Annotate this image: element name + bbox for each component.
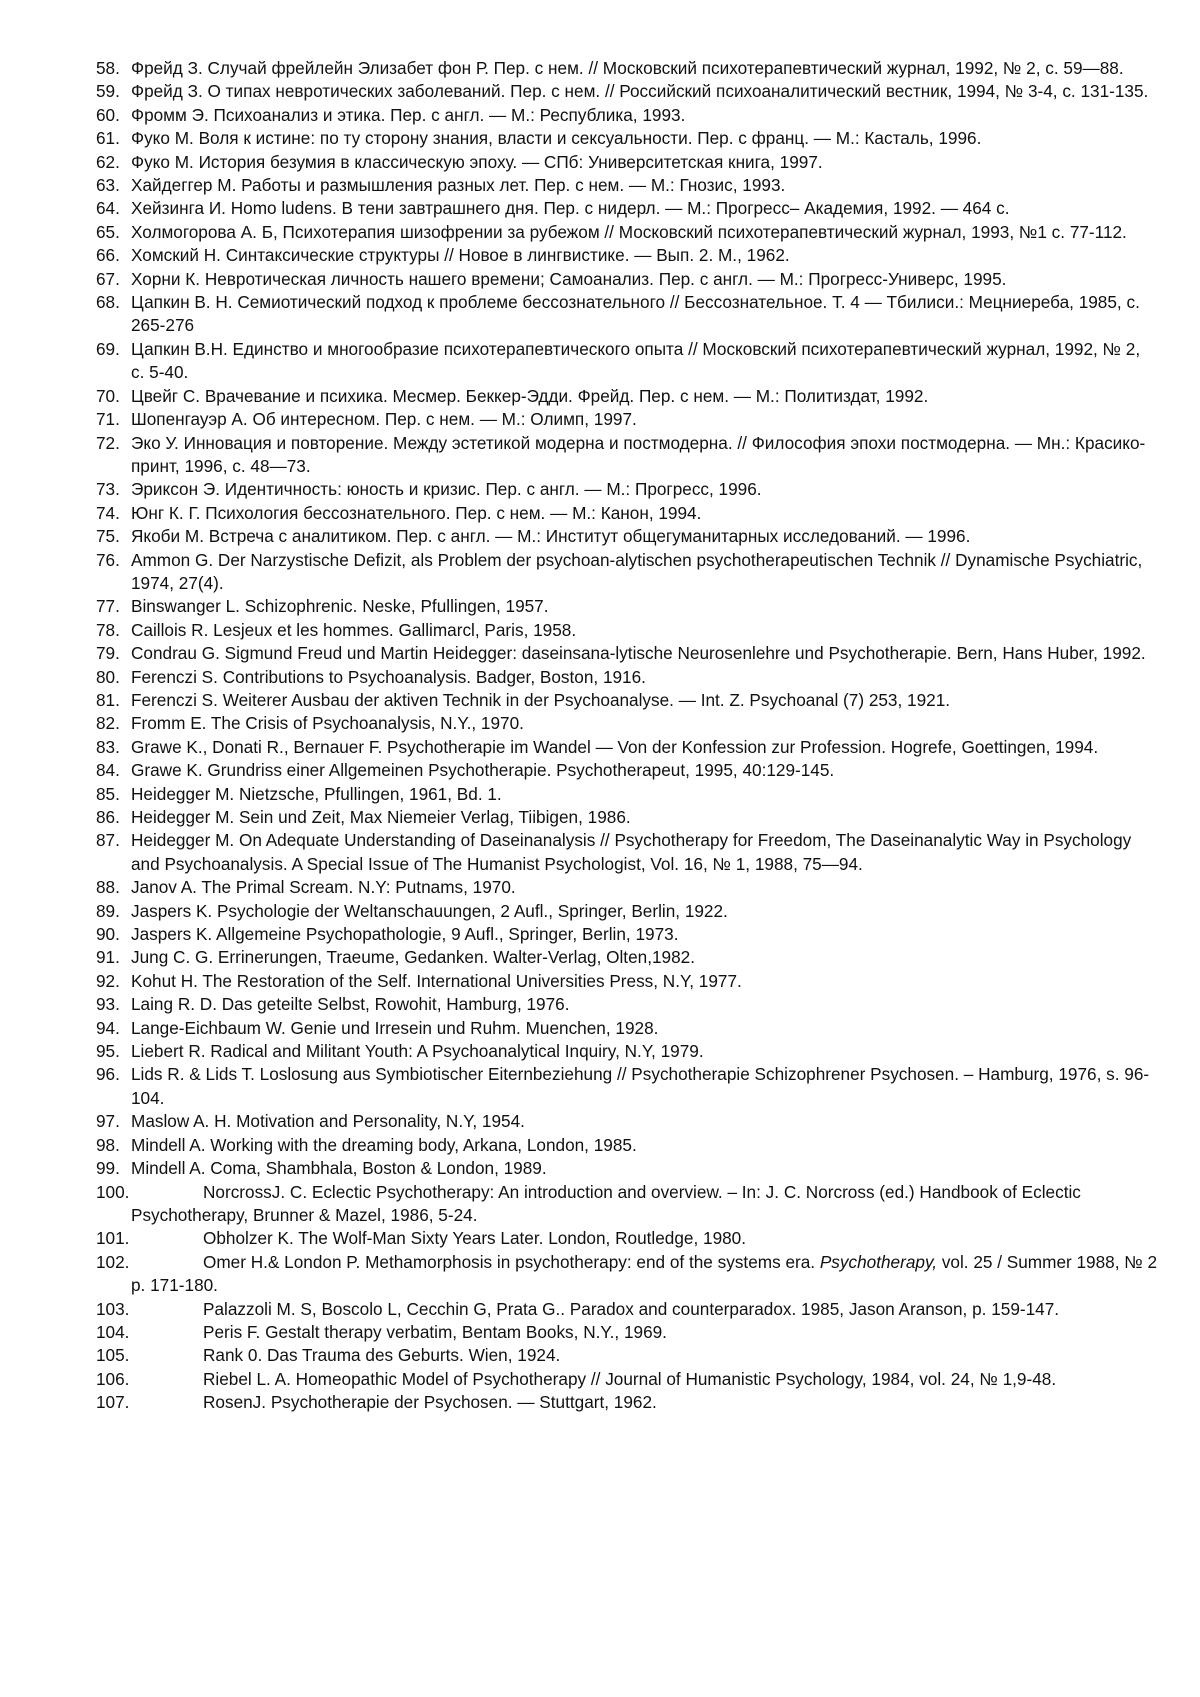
reference-item [96,1321,1158,1344]
reference-text: NorcrossJ. C. Eclectic Psychotherapy: An introduction and overview. – In: J. C. Norcross (ed.) Handbook of Eclectic Psychotherapy, Brunner & Mazel, 1986, 5-24. [131,1181,1081,1225]
reference-number: 61. [96,128,120,149]
reference-text: Liebert R. Radical and Militant Youth: A Psychoanalytical Inquiry, N.Y, 1979. [131,1041,704,1062]
reference-text: Фрейд З. О типах невротических заболеваний. Пер. с нем. // Российский психоаналитический вестник, 1994, № 3-4, с. 131-135. [131,81,1149,102]
reference-text: Binswanger L. Schizophrenic. Neske, Pfullingen, 1957. [131,596,549,617]
reference-text: Ferenczi S. Contributions to Psychoanalysis. Badger, Boston, 1916. [131,666,646,687]
reference-text: Jaspers K. Allgemeine Psychopathologie, 9 Aufl., Springer, Berlin, 1973. [131,924,679,945]
reference-number: 75. [96,526,120,547]
reference-text: Janov A. The Primal Scream. N.Y: Putnams, 1970. [131,877,516,898]
reference-item [96,1368,1158,1391]
reference-number: 85. [96,783,120,804]
reference-number: 71. [96,409,120,430]
reference-text: Laing R. D. Das geteilte Selbst, Rowohit, Hamburg, 1976. [131,994,570,1015]
reference-text: Caillois R. Lesjeux et les hommes. Gallimarcl, Paris, 1958. [131,619,577,640]
reference-number: 89. [96,900,120,921]
reference-text: Lids R. & Lids T. Loslosung aus Symbiotischer Eiternbeziehung // Psychotherapie Schizophrener Psychosen. – Hamburg, 1976, s. 96-104. [131,1064,1150,1108]
reference-text: Omer H.& London P. Methamorphosis in psychotherapy: end of the systems era. [203,1251,820,1272]
reference-text: Fromm E. The Crisis of Psychoanalysis, N.Y., 1970. [131,713,524,734]
reference-number: 93. [96,994,120,1015]
reference-number: 80. [96,666,120,687]
reference-number: 81. [96,689,120,710]
reference-text: Riebel L. A. Homeopathic Model of Psychotherapy // Journal of Humanistic Psychology, 1984, vol. 24, № 1,9-48. [203,1368,1057,1389]
reference-text: Фромм Э. Психоанализ и этика. Пер. с англ. — М.: Республика, 1993. [131,104,686,125]
reference-item [96,736,1158,759]
reference-item [96,221,1158,244]
reference-item [96,1063,1158,1110]
reference-number: 86. [96,807,120,827]
reference-item [96,478,1158,501]
reference-number: 100. [96,1181,130,1202]
reference-text: Heidegger M. Sein und Zeit, Max Niemeier Verlag, Tiibigen, 1986. [131,807,631,827]
reference-number: 91. [96,947,120,968]
reference-text: Фрейд З. Случай фрейлейн Элизабет фон Р. Пер. с нем. // Московский психотерапевтический журнал, 1992, № 2, с. 59—88. [131,58,1124,78]
reference-text: Palazzoli M. S, Boscolo L, Cecchin G, Prata G.. Paradox and counterparadox. 1985, Jason Aranson, p. 159-147. [203,1298,1060,1319]
reference-number: 99. [96,1158,120,1179]
reference-number: 58. [96,58,120,78]
reference-text: Ammon G. Der Narzystische Defizit, als Problem der psychoan-alytischen psychotherapeutischen Technik // Dynamische Psychiatric, 1974, 27(4). [131,549,1143,593]
reference-item [96,1227,1158,1250]
reference-item [96,385,1158,408]
reference-text: Эриксон Э. Идентичность: юность и кризис. Пер. с англ. — М.: Прогресс, 1996. [131,479,762,500]
reference-item [96,408,1158,431]
reference-item [96,197,1158,220]
reference-number: 102. [96,1251,130,1272]
reference-item [96,1298,1158,1321]
reference-item [96,1344,1158,1367]
reference-item [96,1157,1158,1180]
reference-item [96,923,1158,946]
reference-item [96,970,1158,993]
reference-text: Холмогорова А. Б, Психотерапия шизофрении за рубежом // Московский психотерапевтический журнал, 1993, №1 с. 77-112. [131,221,1127,242]
reference-text: Grawe K., Donati R., Bernauer F. Psychotherapie im Wandel — Von der Konfession zur Profession. Hogrefe, Goettingen, 1994. [131,736,1099,757]
reference-item [96,57,1158,80]
reference-number: 66. [96,245,120,266]
reference-text: Якоби М. Встреча с аналитиком. Пер. с англ. — М.: Институт общегуманитарных исследований. — 1996. [131,526,971,547]
reference-item [96,104,1158,127]
reference-text: Хайдеггер М. Работы и размышления разных лет. Пер. с нем. — М.: Гнозис, 1993. [131,175,786,196]
reference-item [96,1134,1158,1157]
reference-number: 62. [96,151,120,172]
reference-text: Heidegger M. Nietzsche, Pfullingen, 1961, Bd. 1. [131,783,502,804]
reference-item [96,502,1158,525]
reference-number: 64. [96,198,120,219]
reference-text: Фуко М. Воля к истине: по ту сторону знания, власти и сексуальности. Пер. с франц. — М.: Касталь, 1996. [131,128,982,149]
reference-number: 104. [96,1321,130,1342]
reference-item [96,1251,1158,1298]
reference-item [96,783,1158,806]
reference-item [96,151,1158,174]
reference-text: vol. 25 / Summer 1988, № 2 p. 171-180. [131,1251,1158,1296]
reference-number: 92. [96,970,120,991]
reference-number: 88. [96,877,120,898]
reference-number: 74. [96,502,120,523]
reference-item [96,268,1158,291]
reference-text: Эко У. Инновация и повторение. Между эстетикой модерна и постмодерна. // Философия эпохи постмодерна. — Мн.: Красико-принт, 1996, с. 48—73. [131,432,1146,476]
reference-text: Lange-Eichbaum W. Genie und Irresein und Ruhm. Muenchen, 1928. [131,1017,659,1038]
reference-item [96,712,1158,735]
reference-item [96,993,1158,1016]
reference-number: 70. [96,385,120,406]
reference-item [96,291,1158,338]
reference-number: 78. [96,619,120,640]
reference-item [96,338,1158,385]
reference-text: RosenJ. Psychotherapie der Psychosen. — Stuttgart, 1962. [203,1392,657,1413]
reference-text: Хорни К. Невротическая личность нашего времени; Самоанализ. Пер. с англ. — М.: Прогресс-Универс, 1995. [131,268,1007,289]
reference-number: 73. [96,479,120,500]
reference-number: 76. [96,549,120,570]
reference-number: 84. [96,760,120,781]
reference-number: 90. [96,924,120,945]
reference-text: Юнг К. Г. Психология бессознательного. Пер. с нем. — М.: Канон, 1994. [131,502,702,523]
reference-number: 83. [96,736,120,757]
reference-number: 63. [96,175,120,196]
reference-text: Фуко М. История безумия в классическую эпоху. — СПб: Университетская книга, 1997. [131,151,823,172]
reference-text: Peris F. Gestalt therapy verbatim, Bentam Books, N.Y., 1969. [203,1321,667,1342]
reference-number: 65. [96,221,120,242]
reference-number: 68. [96,292,120,313]
reference-text: Шопенгауэр А. Об интересном. Пер. с нем. — М.: Олимп, 1997. [131,409,637,430]
reference-item [96,595,1158,618]
reference-item [96,1110,1158,1133]
reference-text: Цапкин В.Н. Единство и многообразие психотерапевтического опыта // Московский психотерапевтический журнал, 1992, № 2, с. 5-40. [131,338,1141,383]
reference-number: 98. [96,1134,120,1155]
reference-item [96,900,1158,923]
reference-item [96,642,1158,665]
reference-text: Mindell A. Working with the dreaming body, Arkana, London, 1985. [131,1134,637,1155]
reference-number: 72. [96,432,120,453]
reference-text: Rank 0. Das Trauma des Geburts. Wien, 1924. [203,1345,561,1366]
reference-number: 96. [96,1064,120,1085]
reference-text: Цапкин В. Н. Семиотический подход к проблеме бессознательного // Бессознательное. Т. 4 — Тбилиси.: Мецниереба, 1985, с. 265-276 [131,292,1140,336]
reference-item [96,174,1158,197]
reference-journal-italic: Psychotherapy, [819,1251,938,1272]
reference-text: Grawe K. Grundriss einer Allgemeinen Psychotherapie. Psychotherapeut, 1995, 40:129-145. [131,760,835,781]
reference-item [96,829,1158,876]
reference-item [96,1017,1158,1040]
reference-item [96,525,1158,548]
reference-text: Maslow A. H. Motivation and Personality, N.Y, 1954. [131,1111,525,1132]
reference-text: Kohut H. The Restoration of the Self. International Universities Press, N.Y, 1977. [131,970,742,991]
reference-number: 60. [96,104,120,125]
reference-number: 106. [96,1368,130,1389]
reference-text: Condrau G. Sigmund Freud und Martin Heidegger: daseinsana-lytische Neurosenlehre und Psychotherapie. Bern, Hans Huber, 1992. [131,643,1146,664]
reference-item [96,127,1158,150]
reference-number: 77. [96,596,120,617]
reference-item [96,244,1158,267]
reference-item [96,946,1158,969]
reference-item [96,666,1158,689]
reference-item [96,689,1158,712]
reference-text: Heidegger M. On Adequate Understanding of Daseinanalysis // Psychotherapy for Freedom, The Daseinanalytic Way in Psychology and Psychoanalysis. A Special Issue of The Humanist Psychologist, Vol. 16, № 1, 1988, 75—94. [131,830,1132,874]
reference-number: 97. [96,1111,120,1132]
reference-number: 95. [96,1041,120,1062]
reference-number: 67. [96,268,120,289]
reference-item [96,549,1158,596]
reference-item [96,432,1158,479]
reference-text: Jung C. G. Errinerungen, Traeume, Gedanken. Walter-Verlag, Olten,1982. [131,947,695,968]
reference-text: Хейзинга И. Homo ludens. В тени завтрашнего дня. Пер. с нидерл. — М.: Прогресс– Академия, 1992. — 464 с. [131,198,1010,219]
reference-text: Jaspers K. Psychologie der Weltanschauungen, 2 Aufl., Springer, Berlin, 1922. [131,900,728,921]
reference-item [96,1181,1158,1228]
reference-number: 107. [96,1392,130,1413]
reference-number: 103. [96,1298,130,1319]
reference-number: 101. [96,1228,130,1249]
reference-item [96,1391,1158,1414]
reference-item [96,876,1158,899]
reference-item [96,806,1158,829]
reference-item [96,619,1158,642]
reference-number: 79. [96,643,120,664]
reference-text: Mindell A. Coma, Shambhala, Boston & London, 1989. [131,1158,547,1179]
reference-item [96,1040,1158,1063]
reference-text: Obholzer K. The Wolf-Man Sixty Years Later. London, Routledge, 1980. [203,1228,747,1249]
reference-text: Хомский Н. Синтаксические структуры // Новое в лингвистике. — Вып. 2. М., 1962. [131,245,790,266]
reference-number: 59. [96,81,120,102]
reference-item [96,759,1158,782]
reference-text: Ferenczi S. Weiterer Ausbau der aktiven Technik in der Psychoanalyse. — Int. Z. Psychoanal (7) 253, 1921. [131,689,951,710]
reference-list [96,57,1158,1415]
reference-text: Цвейг С. Врачевание и психика. Месмер. Беккер-Эдди. Фрейд. Пер. с нем. — М.: Политиздат, 1992. [131,385,929,406]
reference-number: 105. [96,1345,130,1366]
reference-number: 69. [96,338,120,359]
reference-number: 82. [96,713,120,734]
reference-number: 94. [96,1017,120,1038]
reference-number: 87. [96,830,120,851]
reference-item [96,80,1158,103]
